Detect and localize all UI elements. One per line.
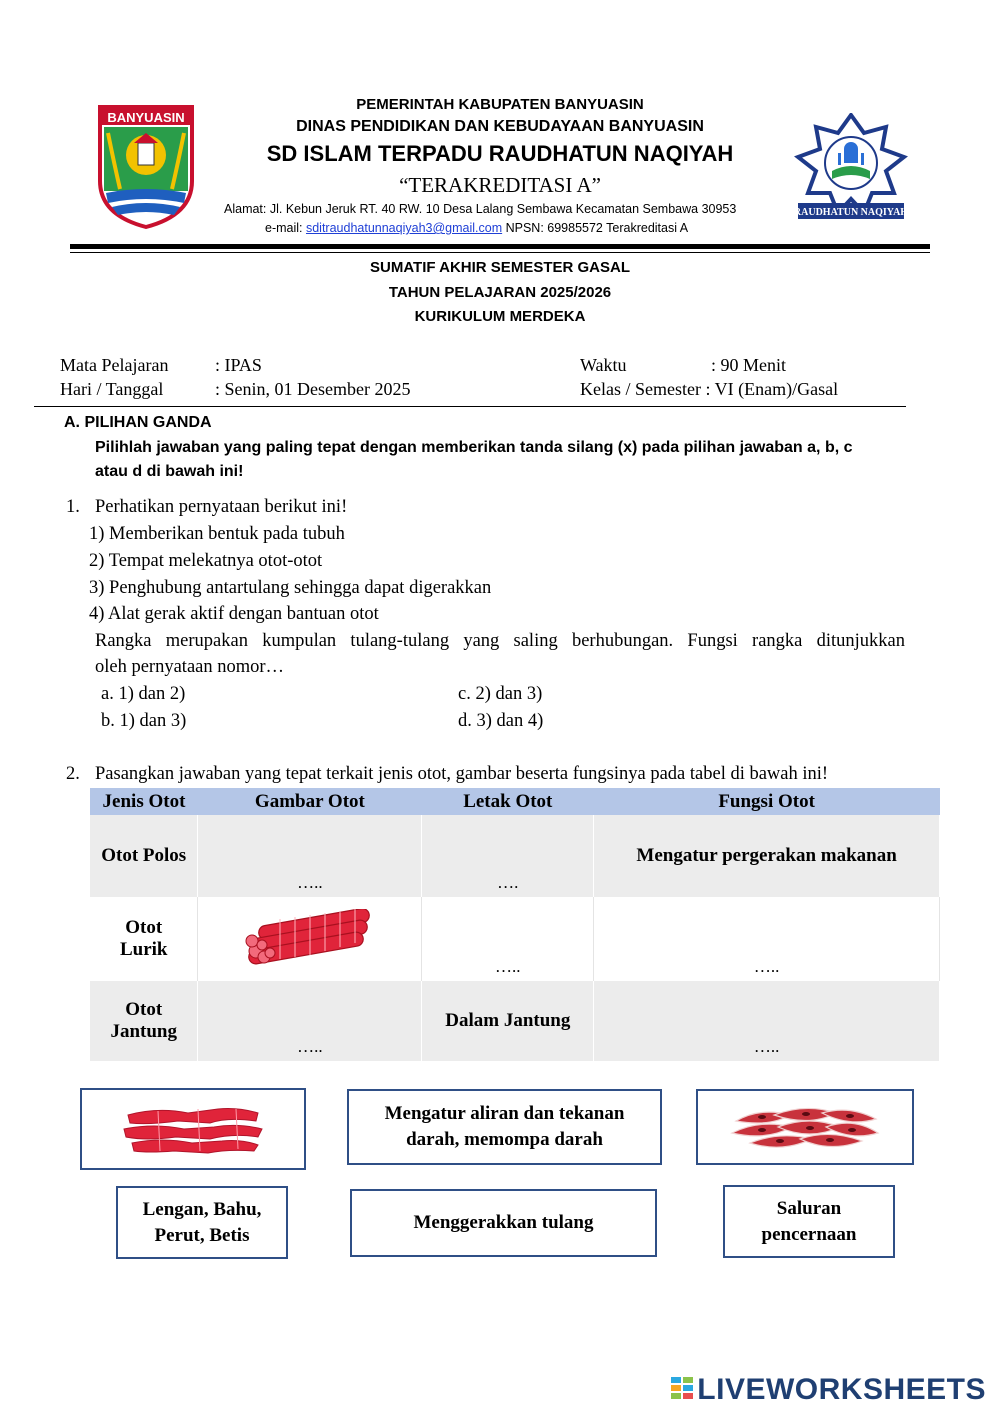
row1-gambar-dropzone[interactable] bbox=[198, 815, 422, 897]
liveworksheets-brand[interactable] bbox=[671, 1373, 986, 1407]
raudhatun-logo-text: RAUDHATUN NAQIYAH bbox=[794, 207, 908, 218]
row3-jenis-line2: Jantung bbox=[110, 1021, 177, 1042]
day-value: : Senin, 01 Desember 2025 bbox=[215, 379, 411, 399]
header-fungsi-otot: Fungsi Otot bbox=[594, 788, 940, 815]
section-a-title: A. PILIHAN GANDA bbox=[64, 414, 212, 431]
liveworksheets-logo-icon bbox=[671, 1377, 693, 1403]
row2-jenis-line1: Otot bbox=[125, 917, 163, 938]
q1-statement: 4) Alat gerak aktif dengan bantuan otot bbox=[89, 604, 379, 624]
row2-gambar bbox=[198, 897, 422, 981]
exam-year: TAHUN PELAJARAN 2025/2026 bbox=[388, 284, 612, 301]
table-row bbox=[90, 815, 940, 897]
table-row bbox=[90, 897, 940, 981]
answer-aliran-line1: Mengatur aliran dan tekanan bbox=[384, 1103, 625, 1124]
answer-card-pump-blood[interactable] bbox=[347, 1089, 662, 1165]
skeletal-muscle-image bbox=[240, 909, 380, 969]
q2-stem: Pasangkan jawaban yang tepat terkait jenis otot, gambar beserta fungsinya pada tabel di bawah ini! bbox=[95, 764, 829, 784]
header-address: Alamat: Jl. Kebun Jeruk RT. 40 RW. 10 Desa Lalang Sembawa Kecamatan Sembawa 30953 bbox=[224, 202, 737, 216]
row2-jenis-line2: Lurik bbox=[119, 939, 168, 960]
answer-card-arm-shoulder[interactable] bbox=[116, 1186, 288, 1259]
header-letak-otot: Letak Otot bbox=[422, 788, 594, 815]
row2-fungsi-dropzone[interactable] bbox=[594, 897, 940, 981]
table-header-row bbox=[90, 788, 940, 815]
npsn-text: NPSN: 69985572 Terakreditasi A bbox=[502, 221, 689, 235]
q1-statement: 1) Memberikan bentuk pada tubuh bbox=[89, 524, 345, 544]
answer-card-cardiac-muscle-image[interactable] bbox=[80, 1088, 306, 1170]
answer-card-smooth-muscle-image[interactable] bbox=[696, 1089, 914, 1165]
row2-letak-dropzone[interactable] bbox=[422, 897, 594, 981]
answer-card-digestive-tract[interactable] bbox=[723, 1185, 895, 1258]
row1-letak-blank: …. bbox=[497, 873, 519, 892]
row2-letak-blank: ….. bbox=[495, 957, 521, 976]
row1-fungsi: Mengatur pergerakan makanan bbox=[594, 815, 940, 897]
q1-number: 1. bbox=[66, 497, 80, 517]
answer-saluran-line2: pencernaan bbox=[761, 1223, 857, 1245]
q2-number: 2. bbox=[66, 764, 80, 784]
subject-value: : IPAS bbox=[215, 355, 262, 375]
muscle-table bbox=[90, 788, 940, 1061]
class-semester: Kelas / Semester : VI (Enam)/Gasal bbox=[580, 379, 839, 399]
section-a-instruction-2: atau d di bawah ini! bbox=[95, 463, 244, 480]
subject-label: Mata Pelajaran bbox=[60, 355, 169, 375]
row3-jenis-line1: Otot bbox=[125, 999, 163, 1020]
row3-gambar-blank: ….. bbox=[297, 1037, 323, 1056]
header-accreditation: “TERAKREDITASI A” bbox=[399, 173, 601, 197]
header-contact bbox=[265, 221, 688, 235]
email-link[interactable]: sditraudhatunnaqiyah3@gmail.com bbox=[305, 221, 503, 235]
row3-fungsi-blank: ….. bbox=[753, 1037, 780, 1056]
cardiac-muscle-image bbox=[118, 1101, 268, 1157]
row3-fungsi-dropzone[interactable] bbox=[594, 981, 940, 1061]
day-label: Hari / Tanggal bbox=[60, 379, 164, 399]
exam-title: SUMATIF AKHIR SEMESTER GASAL bbox=[369, 259, 630, 276]
q1-option-b[interactable]: b. 1) dan 3) bbox=[101, 711, 187, 731]
q1-option-d[interactable]: d. 3) dan 4) bbox=[458, 711, 544, 731]
row3-letak: Dalam Jantung bbox=[422, 981, 594, 1061]
q1-option-c[interactable]: c. 2) dan 3) bbox=[458, 684, 543, 704]
time-value: : 90 Menit bbox=[711, 355, 786, 375]
smooth-muscle-image bbox=[730, 1101, 880, 1153]
q1-paragraph-line1: Rangka merupakan kumpulan tulang-tulang yang saling berhubungan. Fungsi rangka ditunjukkan bbox=[95, 631, 905, 651]
row3-gambar-dropzone[interactable] bbox=[198, 981, 422, 1061]
liveworksheets-brand-text: LIVEWORKSHEETS bbox=[697, 1373, 986, 1406]
q1-stem: Perhatikan pernyataan berikut ini! bbox=[95, 497, 348, 517]
header-gambar-otot: Gambar Otot bbox=[198, 788, 422, 815]
exam-curriculum: KURIKULUM MERDEKA bbox=[414, 308, 586, 325]
q1-paragraph-line2: oleh pernyataan nomor… bbox=[95, 657, 285, 677]
answer-lengan-line2: Perut, Betis bbox=[154, 1224, 250, 1246]
answer-saluran-line1: Saluran bbox=[776, 1197, 842, 1219]
header-divider-thin bbox=[70, 252, 930, 253]
row2-fungsi-blank: ….. bbox=[753, 957, 780, 976]
answer-lengan-line1: Lengan, Bahu, bbox=[142, 1198, 262, 1220]
time-label: Waktu bbox=[580, 355, 627, 375]
row2-jenis bbox=[90, 897, 198, 981]
answer-card-move-bone[interactable] bbox=[350, 1189, 657, 1257]
table-row bbox=[90, 981, 940, 1061]
row3-jenis bbox=[90, 981, 198, 1061]
header-government: PEMERINTAH KABUPATEN BANYUASIN bbox=[356, 96, 644, 113]
q1-statement: 2) Tempat melekatnya otot-otot bbox=[89, 551, 323, 571]
header-department: DINAS PENDIDIKAN DAN KEBUDAYAAN BANYUASIN bbox=[296, 118, 704, 135]
header-divider-thick bbox=[70, 244, 930, 249]
row1-jenis: Otot Polos bbox=[90, 815, 198, 897]
row1-letak-dropzone[interactable] bbox=[422, 815, 594, 897]
section-a-instruction-1: Pilihlah jawaban yang paling tepat dengan memberikan tanda silang (x) pada pilihan jawaban a, b, c bbox=[95, 439, 853, 456]
answer-aliran-line2: darah, memompa darah bbox=[406, 1129, 603, 1150]
banyuasin-logo-text: BANYUASIN bbox=[107, 110, 185, 125]
row1-gambar-blank: ….. bbox=[297, 873, 323, 892]
info-divider bbox=[34, 406, 906, 407]
header-school-name: SD ISLAM TERPADU RAUDHATUN NAQIYAH bbox=[266, 141, 734, 166]
raudhatun-naqiyah-logo bbox=[794, 113, 908, 223]
q1-option-a[interactable]: a. 1) dan 2) bbox=[101, 684, 186, 704]
header-jenis-otot: Jenis Otot bbox=[90, 788, 198, 815]
answer-tulang: Menggerakkan tulang bbox=[413, 1212, 594, 1233]
q1-statement: 3) Penghubung antartulang sehingga dapat digerakkan bbox=[89, 578, 492, 598]
email-label: e-mail: bbox=[265, 221, 306, 235]
